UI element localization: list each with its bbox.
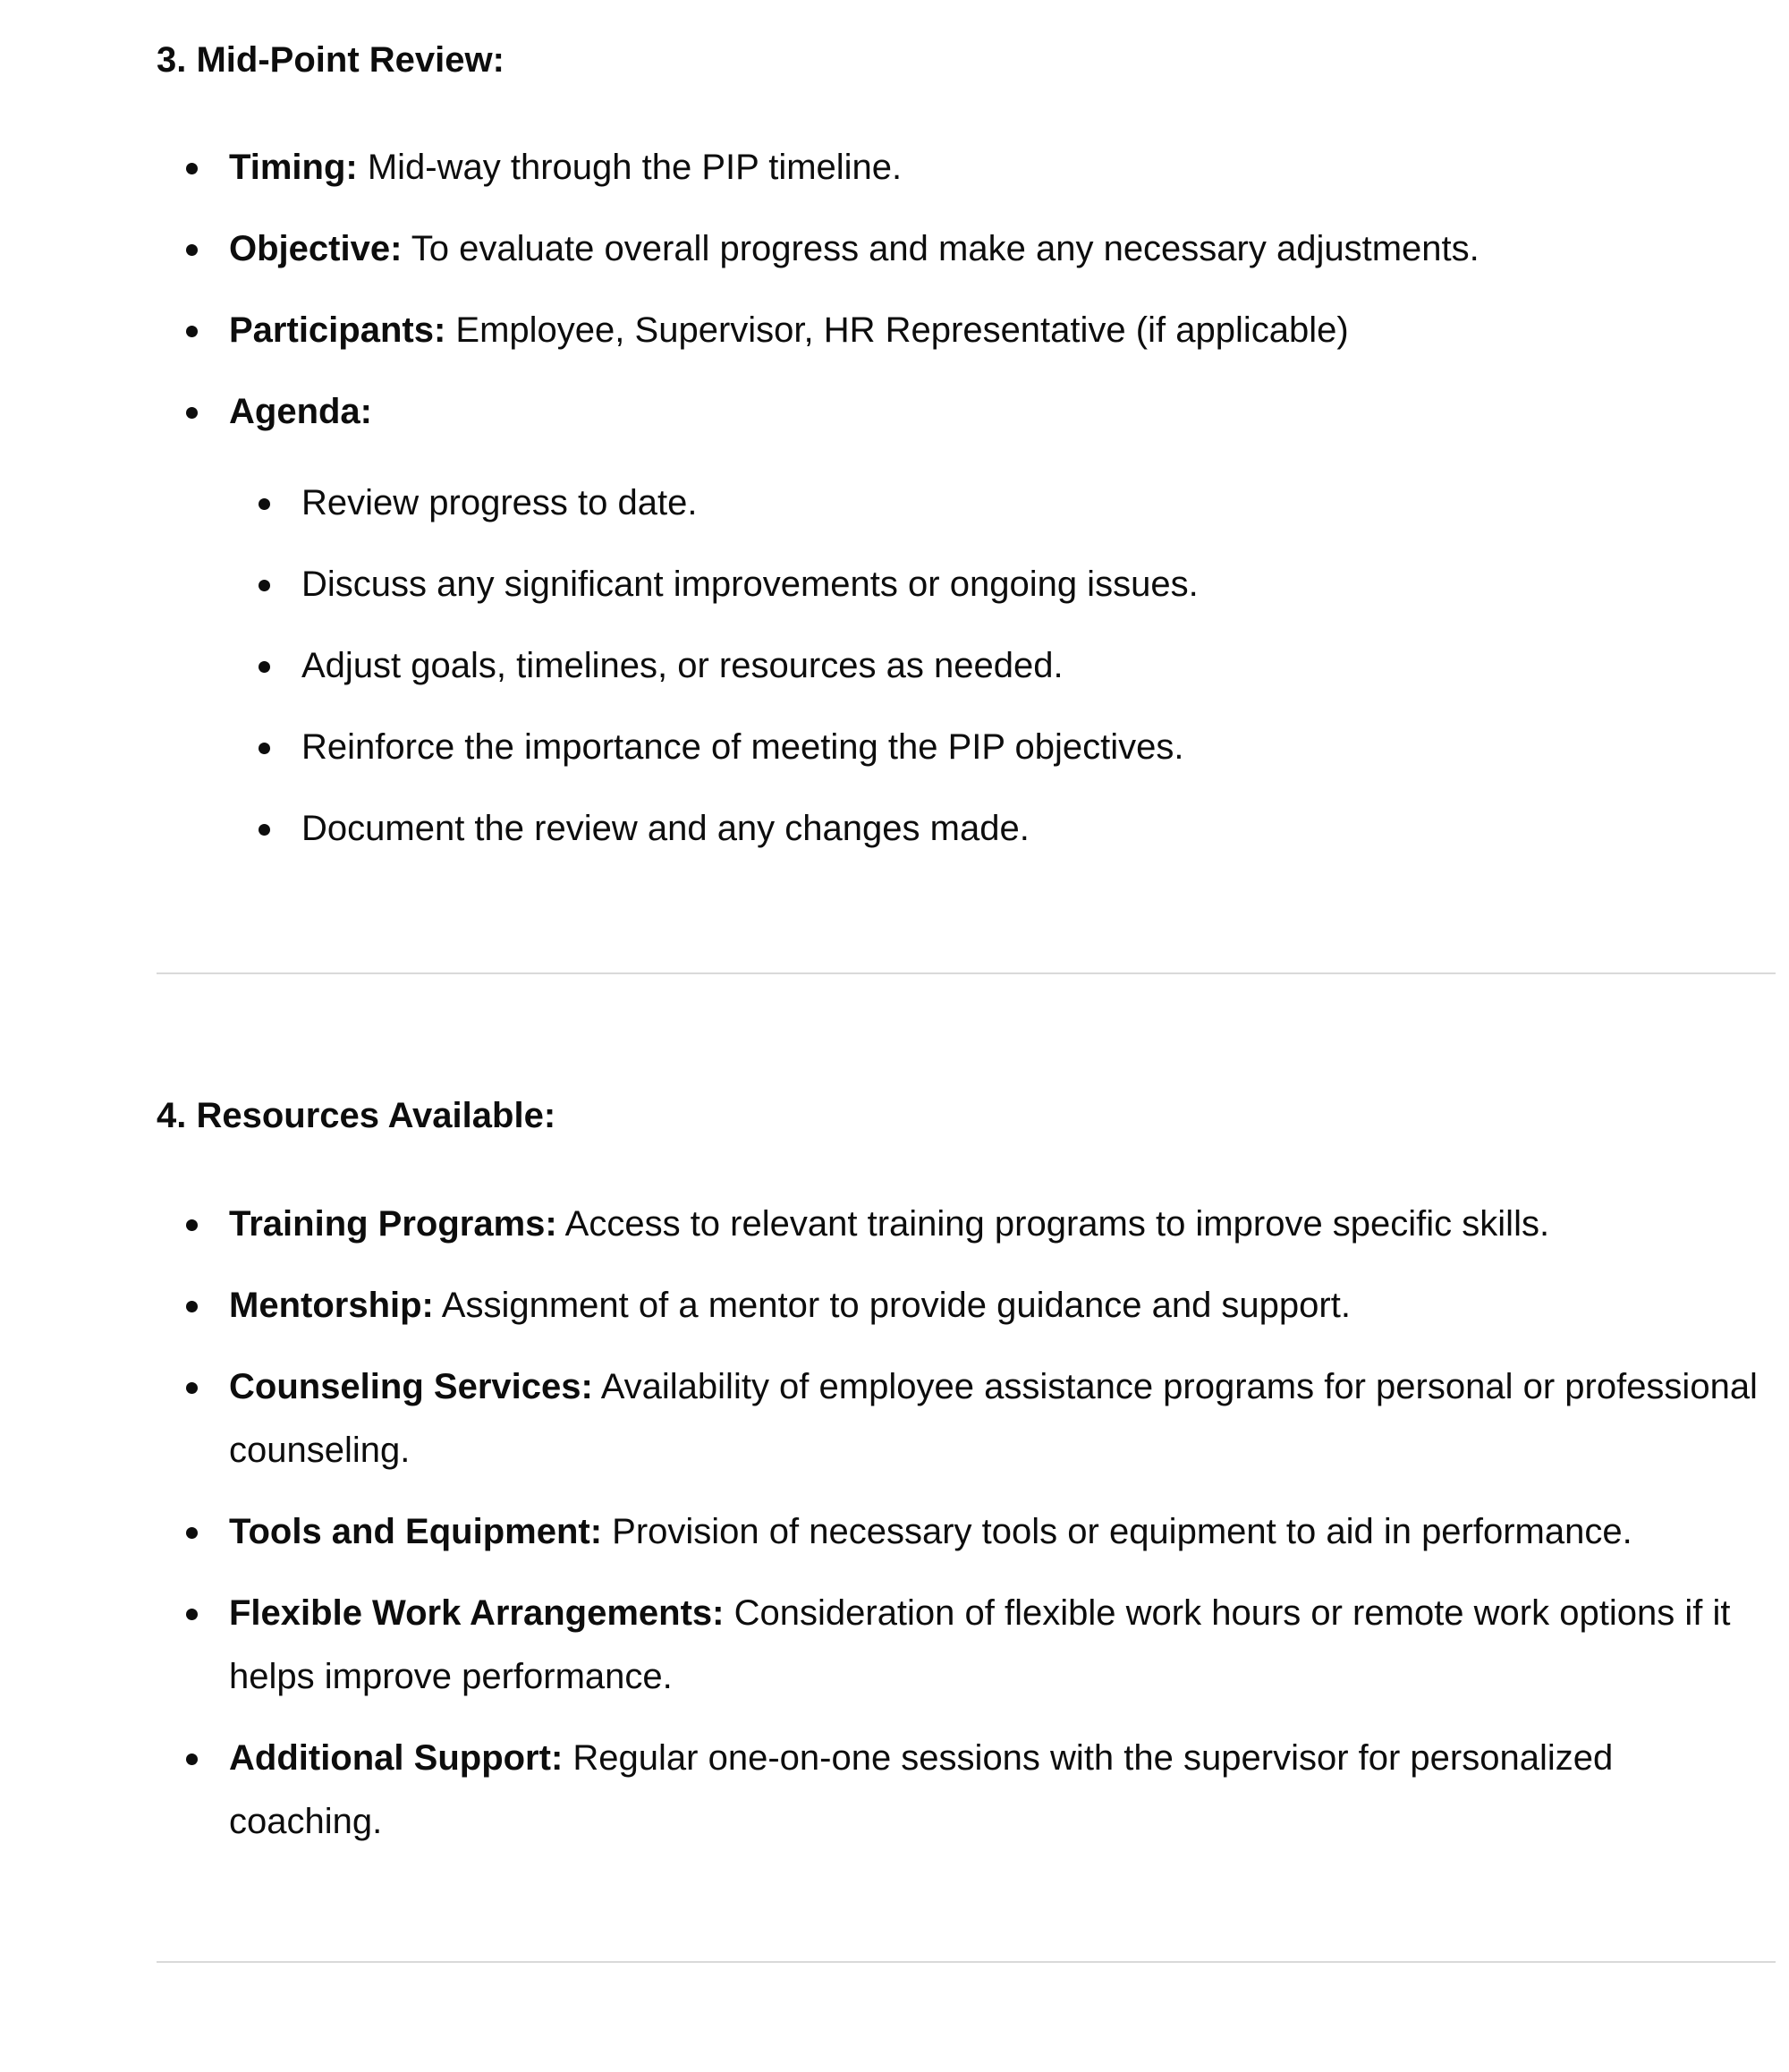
list-item-counseling-services: Counseling Services: Availability of employee assistance programs for personal or professional counseling.: [229, 1355, 1768, 1482]
section-divider: [157, 972, 1776, 974]
bullet-icon: [186, 1609, 198, 1620]
agenda-item: Document the review and any changes made.: [301, 797, 1751, 861]
agenda-item: Discuss any significant improvements or ongoing issues.: [301, 553, 1751, 616]
bullet-icon: [259, 661, 270, 673]
list-item-participants: Participants: Employee, Supervisor, HR Representative (if applicable): [229, 299, 1768, 362]
bullet-icon: [186, 1382, 198, 1394]
list-item-timing: Timing: Mid-way through the PIP timeline.: [229, 136, 1768, 200]
bullet-icon: [186, 244, 198, 256]
list-item-additional-support: Additional Support: Regular one-on-one sessions with the supervisor for personalized coaching.: [229, 1727, 1768, 1854]
list-item-training-programs: Training Programs: Access to relevant training programs to improve specific skills.: [229, 1193, 1768, 1256]
bullet-icon: [186, 1219, 198, 1231]
section-heading-mid-point-review: 3. Mid-Point Review:: [157, 40, 504, 80]
bullet-icon: [259, 498, 270, 510]
bullet-icon: [259, 743, 270, 754]
section-heading-resources-available: 4. Resources Available:: [157, 1096, 556, 1135]
agenda-item: Adjust goals, timelines, or resources as needed.: [301, 634, 1751, 698]
bullet-icon: [259, 580, 270, 591]
bullet-icon: [186, 326, 198, 337]
bullet-icon: [186, 407, 198, 419]
bullet-icon: [186, 1754, 198, 1765]
list-item-agenda: Agenda:: [229, 380, 1768, 444]
list-item-mentorship: Mentorship: Assignment of a mentor to provide guidance and support.: [229, 1274, 1768, 1337]
list-item-flexible-work-arrangements: Flexible Work Arrangements: Consideration of flexible work hours or remote work options if it helps improve performance.: [229, 1582, 1768, 1709]
agenda-item: Review progress to date.: [301, 471, 1751, 535]
section-divider: [157, 1961, 1776, 1963]
bullet-icon: [186, 1527, 198, 1539]
bullet-icon: [186, 1301, 198, 1312]
bullet-icon: [259, 824, 270, 836]
agenda-item: Reinforce the importance of meeting the PIP objectives.: [301, 716, 1751, 779]
bullet-icon: [186, 163, 198, 174]
list-item-tools-and-equipment: Tools and Equipment: Provision of necessary tools or equipment to aid in performance.: [229, 1500, 1768, 1564]
list-item-objective: Objective: To evaluate overall progress and make any necessary adjustments.: [229, 217, 1768, 281]
